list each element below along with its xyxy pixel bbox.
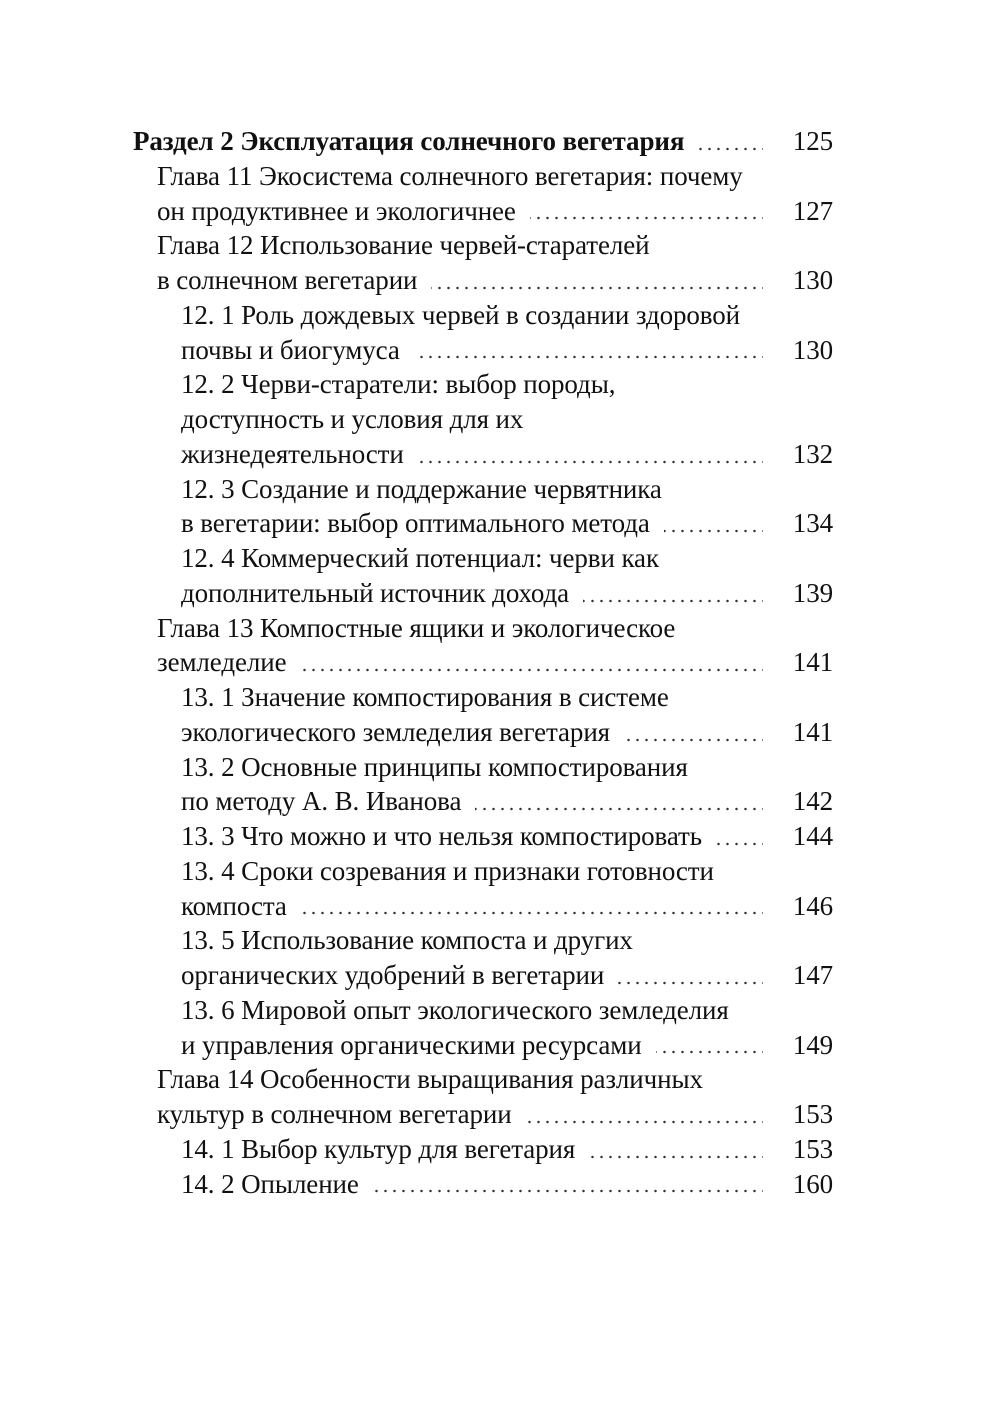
toc-page-number: 141 [792, 647, 833, 678]
toc-page-number: 139 [792, 577, 833, 608]
toc-entry-title-line: жизнедеятельности [181, 437, 418, 472]
toc-entry [133, 819, 833, 854]
toc-entry-title [181, 923, 763, 993]
toc-page-number: 127 [792, 195, 833, 226]
toc-entry-title-line: 13. 3 Что можно и что нельзя компостировать [181, 819, 716, 854]
toc-entry-title [181, 819, 763, 854]
toc-entry [133, 680, 833, 750]
toc-entry-title [181, 298, 763, 368]
toc-entry-title-line: 13. 6 Мировой опыт экологического земледелия [181, 993, 729, 1028]
toc-entry [133, 923, 833, 993]
toc-page-number: 144 [792, 821, 833, 851]
toc-entry-title-line: Глава 11 Экосистема солнечного вегетария: почему [157, 159, 743, 194]
toc-entry-title-line: в вегетарии: выбор оптимального метода [181, 506, 664, 541]
toc-entry-title-line: по методу А. В. Иванова [181, 784, 475, 819]
toc-entry-title [181, 854, 763, 924]
toc-entry-title-line: экологического земледелия вегетария [181, 715, 624, 750]
toc-entry [133, 159, 833, 229]
toc-entry-title [181, 1132, 763, 1167]
toc-entry-title-line: земледелие [157, 645, 300, 680]
toc-page-number: 132 [792, 438, 833, 469]
toc-entry [133, 124, 833, 159]
toc-entry-title [157, 1062, 763, 1132]
toc-entry [133, 1167, 833, 1202]
toc-page-number: 153 [792, 1099, 833, 1129]
toc-entry-title-line: Глава 13 Компостные ящики и экологическое [157, 611, 675, 646]
toc-entry-title-line: 13. 1 Значение компостирования в системе [181, 680, 669, 715]
toc-page-number: 130 [792, 334, 833, 365]
toc-entry [133, 228, 833, 298]
toc-entry-title-line: 12. 3 Создание и поддержание червятника [181, 472, 662, 507]
toc-page-number: 147 [792, 960, 833, 990]
toc-entry-title [181, 367, 763, 471]
toc-entry-title-line: 12. 1 Роль дождевых червей в создании здоровой [181, 298, 740, 333]
toc-page-number: 130 [792, 265, 833, 295]
toc-entry [133, 750, 833, 820]
toc-entry-title [181, 993, 763, 1063]
toc-entry-title-line: 12. 2 Черви-старатели: выбор породы, [181, 367, 615, 402]
toc-entry-title-line: 14. 1 Выбор культур для вегетария [181, 1132, 589, 1167]
toc-entry-title-line: культур в солнечном вегетарии [157, 1097, 526, 1132]
toc-page-number: 146 [792, 890, 833, 921]
toc-page-number: 141 [792, 716, 833, 747]
toc-entry-title-line: дополнительный источник дохода [181, 576, 583, 611]
toc-entry [133, 298, 833, 368]
toc-entry [133, 367, 833, 471]
toc-entry-title-line: он продуктивнее и экологичнее [157, 194, 530, 229]
toc-entry [133, 1132, 833, 1167]
toc-entry-title-line: почвы и биогумуса [181, 333, 414, 368]
toc-entry-title-line: компоста [181, 889, 301, 924]
toc-entry [133, 993, 833, 1063]
toc-entry-title-line: Раздел 2 Эксплуатация солнечного вегетария [133, 124, 698, 159]
toc-entry [133, 541, 833, 611]
toc-entry [133, 472, 833, 542]
toc-entry-title [157, 611, 763, 681]
toc-page-number: 125 [792, 126, 833, 156]
toc-entry [133, 611, 833, 681]
toc-page-number: 134 [792, 508, 833, 539]
toc-entry-title-line: 13. 5 Использование компоста и других [181, 923, 633, 958]
toc-entry-title-line: органических удобрений в вегетарии [181, 958, 618, 993]
toc-entry-title-line: Глава 14 Особенности выращивания различных [157, 1062, 703, 1097]
toc-entry-title [157, 228, 763, 298]
table-of-contents [133, 124, 833, 1201]
toc-entry [133, 854, 833, 924]
toc-page-number: 149 [792, 1029, 833, 1060]
toc-entry-title [181, 680, 763, 750]
toc-entry-title [181, 541, 763, 611]
toc-entry-title [157, 159, 763, 229]
toc-entry-title-line: доступность и условия для их [181, 402, 523, 437]
toc-entry-title-line: 13. 4 Сроки созревания и признаки готовности [181, 854, 714, 889]
toc-entry-title-line: 12. 4 Коммерческий потенциал: черви как [181, 541, 659, 576]
toc-entry-title-line: 14. 2 Опыление [181, 1167, 373, 1202]
toc-page-number: 160 [792, 1168, 833, 1199]
toc-entry [133, 1062, 833, 1132]
toc-entry-title [181, 472, 763, 542]
toc-entry-title-line: 13. 2 Основные принципы компостирования [181, 750, 688, 785]
toc-entry-title [181, 750, 763, 820]
toc-entry-title [133, 124, 763, 159]
toc-entry-title-line: в солнечном вегетарии [157, 263, 431, 298]
toc-entry-title [181, 1167, 763, 1202]
toc-page-number: 142 [792, 786, 833, 817]
toc-entry-title-line: и управления органическими ресурсами [181, 1028, 656, 1063]
toc-page-number: 153 [792, 1133, 833, 1164]
toc-entry-title-line: Глава 12 Использование червей-старателей [157, 228, 649, 263]
